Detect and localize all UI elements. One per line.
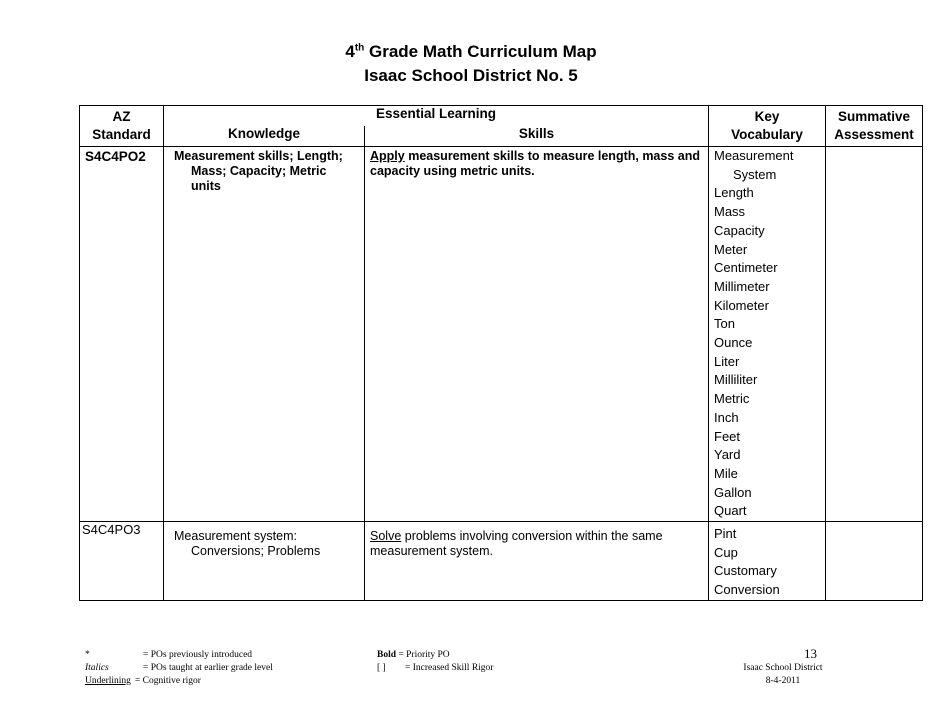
legend-item: * = POs previously introduced [85,650,253,660]
header-knowledge: Knowledge [164,126,365,147]
vocabulary-cell: Measurement System Length Mass Capacity Meter Centimeter Millimeter Kilometer Ton Ounce Liter Milliliter Metric Inch Feet Yard Mile Gallon Quart [709,147,826,522]
standard-code: S4C4PO2 [80,147,164,522]
header-skills: Skills [365,126,709,147]
title-text: Grade Math Curriculum Map [364,42,597,61]
curriculum-table [79,105,923,601]
legend-item: [ ] = Increased Skill Rigor [377,663,494,673]
header-summative-assessment: Summative Assessment [826,106,923,147]
vocabulary-cell: Pint Cup Customary Conversion [709,522,826,601]
legend-item: Bold = Priority PO [377,650,450,660]
footer-legend-left [85,649,273,688]
page-title [0,40,942,88]
title-line-1 [0,40,942,64]
header-az-standard: AZ Standard [80,106,164,147]
knowledge-cell: Measurement skills; Length; Mass; Capacity; Metric units [164,147,365,522]
footer-district: Isaac School District 8-4-2011 [726,662,840,688]
footer-date: 8-4-2011 [765,676,801,686]
assessment-cell [826,522,923,601]
table-row [80,522,923,601]
title-line-2: Isaac School District No. 5 [364,66,578,85]
legend-item: Italics = POs taught at earlier grade level [85,663,273,673]
footer-legend-mid [377,649,493,675]
knowledge-cell: Measurement system: Conversions; Problems [164,522,365,601]
legend-item: Underlining = Cognitive rigor [85,676,201,686]
page-number: 13 [804,646,817,661]
skills-cell: Solve problems involving conversion within the same measurement system. [365,522,709,601]
skills-cell: Apply measurement skills to measure length, mass and capacity using metric units. [365,147,709,522]
header-essential-learning: Essential Learning [164,106,709,127]
header-key-vocabulary: Key Vocabulary [709,106,826,147]
grade-superscript: th [354,42,365,54]
grade-number: 4 [345,42,355,61]
table-row [80,147,923,522]
assessment-cell [826,147,923,522]
standard-code: S4C4PO3 [80,522,164,601]
